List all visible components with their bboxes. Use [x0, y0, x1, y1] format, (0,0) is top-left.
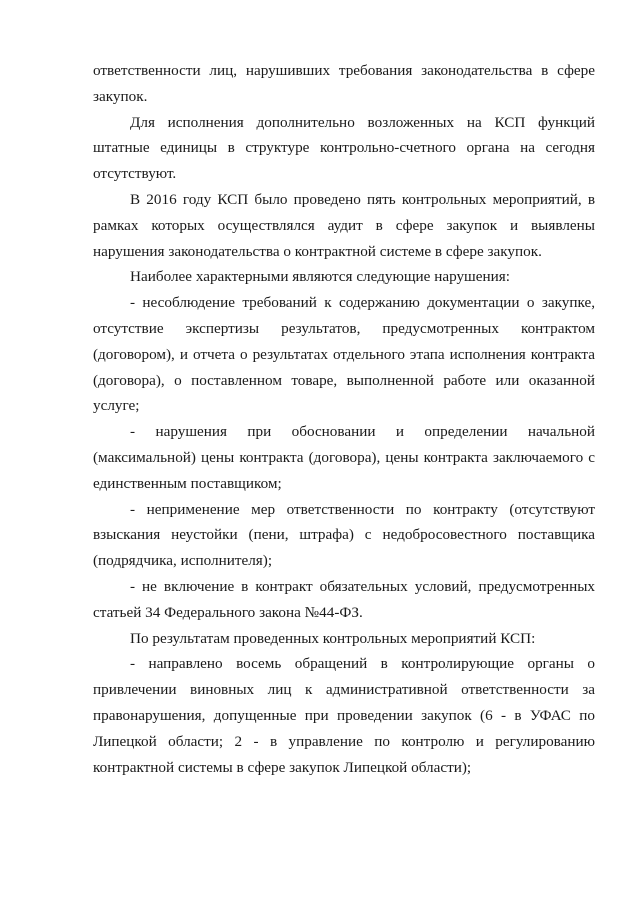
paragraph-continuation: ответственности лиц, нарушивших требования законодательства в сфере закупок.: [93, 62, 595, 105]
list-item-liability: - неприменение мер ответственности по контракту (отсутствуют взыскания неустойки (пени, штрафа) с недобросовестного поставщика (подрядчика, исполнителя);: [93, 500, 595, 570]
list-item-price-justification: - нарушения при обосновании и определении начальной (максимальной) цены контракта (договора), цены контракта заключаемого с единственным поставщиком;: [93, 423, 595, 492]
document-body: [93, 58, 595, 780]
list-item-documentation: - несоблюдение требований к содержанию документации о закупке, отсутствие экспертизы результатов, предусмотренных контрактом (договором), и отчета о результатах отдельного этапа исполнения контракта (договора), о поставленном товаре, выполненной работе или оказанной услуге;: [93, 294, 595, 415]
paragraph-staff-units: Для исполнения дополнительно возложенных на КСП функций штатные единицы в структуре контрольно-счетного органа на сегодня отсутствуют.: [93, 113, 595, 183]
paragraph-2016-audits: В 2016 году КСП было проведено пять контрольных мероприятий, в рамках которых осуществлялся аудит в сфере закупок и выявлены нарушения законодательства о контрактной системе в сфере закупок.: [93, 190, 595, 260]
list-item-mandatory-terms: - не включение в контракт обязательных условий, предусмотренных статьей 34 Федерального закона №44-ФЗ.: [93, 577, 595, 621]
list-item-appeals: - направлено восемь обращений в контролирующие органы о привлечении виновных лиц к административной ответственности за правонарушения, допущенные при проведении закупок (6 - в УФАС по Липецкой области; 2 - в управление по контролю и регулированию контрактной системы в сфере закупок Липецкой области);: [93, 655, 595, 776]
paragraph-results: По результатам проведенных контрольных мероприятий КСП:: [130, 629, 536, 647]
paragraph-typical-violations: Наиболее характерными являются следующие нарушения:: [130, 268, 510, 286]
